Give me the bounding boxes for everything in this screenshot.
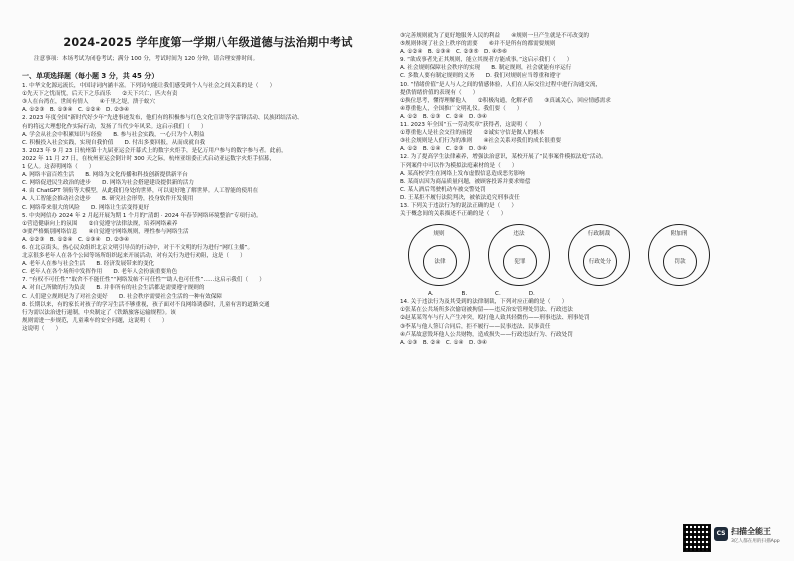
question-line: C. 积极投入社会实践，实现自我价值 D. 付出多要回报，从而成就自我 (22, 139, 206, 146)
question-line: 6. 在北京街头，热心民众组织北京文明引导员的行动中，对于不文明的行为进行“网红主播”。 (22, 244, 254, 251)
question-line: A. ①③ B. ②④ C. ①④ D. ③④ (400, 339, 487, 346)
question-line: 3. 2023 年 9 月 23 日杭州第十九届亚运会开幕式上的数字火炬手，是亿万用户参与的数字参与者。此前， (22, 147, 287, 154)
question-line: ②赵某某驾车与行人产生冲突，殴打他人致其轻微伤——刑事违法、刑事处罚 (400, 315, 590, 322)
question-line: 2022 年 11 月 27 日，在杭州亚运会倒计时 300 天之际，杭州亚组委正式启动亚运数字火炬手招募， (22, 155, 275, 162)
concept-diagram (408, 224, 470, 286)
question-line: ①营造健康向上的氛围 ②自觉遵守法律法规，培养网络素养 (22, 220, 178, 227)
question-line: 1. 中华文化源远流长，中国诗词内涵丰富。下列诗句能让我们感受到个人与社会之间关系的是（ ） (22, 83, 276, 90)
question-line: 5. 中央网信办 2024 年 2 月起开展为期 1 个月的“清朗 · 2024 年春节网络环境整治”专项行动。 (22, 212, 262, 219)
question-line: 2. 2023 年度全国“新时代好少年”先进事迹发布，他们有的积极参与红色文化宣讲等学雷锋活动、民族团结活动、 (22, 115, 303, 122)
concept-diagrams (408, 224, 776, 286)
question-line: D. 王某拒不履行法院判决，被依法追究刑事责任 (400, 194, 520, 201)
question-line: A. 对自己所做的行为负责 B. 并非所有的社会生活都是需要遵守规则的 (22, 285, 205, 292)
question-line: 4. 由 ChatGPT 领衔等大模型，从此我们身处的世界，可以更好地了解世界。人工智能的使用在 (22, 188, 259, 195)
question-line: 12. 为了提高学生法律素养，增强法治意识，某校开展了“民事案件模拟法庭”活动。 (400, 154, 607, 161)
left-column (22, 70, 394, 333)
question-line: ③人在台湾在，世间有情人 ④千里之堤，溃于蚁穴 (22, 99, 156, 106)
question-line: 关于概念间的关系描述不正确的是（ ） (400, 211, 507, 218)
question-line: ⑤规则体现了社会上秩序的需要 ⑥并不是所有的都需要规则 (400, 41, 556, 48)
question-line: ①换位思考，懂得理解他人 ②积极沟通，化解矛盾 ③真诚关心，回应情感需求 (400, 97, 611, 104)
concept-diagram (568, 224, 630, 286)
question-line: C. 网络促进民生政治的进步 D. 网络为社会搭建建设提供新的活力 (22, 180, 194, 187)
question-line: 11. 2023 年全国“五一劳动奖章”获得者，这说明（ ） (400, 122, 545, 129)
question-line: A. ①②④ B. ①③④ C. ②③⑤ D. ④⑤⑥ (400, 49, 507, 56)
question-line: C. 多数人要有制定规则的义务 D. 我们对规则应当尊重和遵守 (400, 73, 561, 80)
question-line: 行为需以法治进行遏制，中央制定了《铁路旅客运输规程》。该 (22, 309, 176, 316)
question-line: A. 网络丰富百姓生活 B. 网络为文化传播和科技创新提供新平台 (22, 172, 188, 179)
question-line: ③李某与他人签订合同后，拒不履行——民事违法、民事责任 (400, 323, 551, 330)
concept-diagram (648, 224, 710, 286)
section-heading: 一、单项选择题（每小题 3 分，共 45 分） (22, 72, 159, 80)
diagram-outer-label: 附加刑 (670, 231, 688, 238)
question-block-right (400, 32, 776, 218)
question-line: A. 学会从社会中积累知识与经验 B. 参与社会实践，一心只为个人利益 (22, 131, 205, 138)
question-line: 这说明（ ） (22, 325, 62, 332)
question-line: C. 老年人在各个场所中发挥作用 D. 老年人会扮演重要角色 (22, 269, 178, 276)
question-line: 规则需进一步规范，儿童乘车的安全问题，这说明（ ） (22, 317, 168, 324)
question-line: A. ①②③ B. ①③④ C. ①②④ D. ②③④ (22, 107, 129, 114)
question-line: 提供情绪价值的表现有（ ） (400, 89, 479, 96)
camscanner-logo-icon: CS (714, 527, 728, 541)
question-line: ③要严格甄别网络信息 ④自觉遵守网络规则，理性参与网络生活 (22, 228, 189, 235)
question-line: A. ①②③ B. ①②④ C. ①③④ D. ②③④ (22, 236, 129, 243)
question-line: 14. 关于违法行为及其受到的法律制裁，下列对应正确的是（ ） (400, 299, 568, 306)
question-line: 8. 长期以来，有的家长对孩子的学习生活不够重视，孩子面对不良网络诱惑时，儿童有害的道路交通 (22, 301, 270, 308)
question-line: A. 人工智能会推动社会进步 B. 研究社会形势，投身软件开发使用 (22, 196, 194, 203)
question-line: ①张某在公共场所多次偷窃被拘留——违反治安管理处罚法、行政违法 (400, 307, 573, 314)
question-block-right-2 (400, 298, 776, 347)
diagram-options: A. B. C. D. (428, 291, 535, 298)
question-line: ①先天下之忧而忧，后天下之乐而乐 ②天下兴亡，匹夫有责 (22, 91, 178, 98)
question-line: C. 某人酒后驾驶机动车被交警处罚 (400, 186, 486, 193)
question-line: ④尊重他人，全国推广文明礼仪。我们要（ ） (400, 105, 523, 112)
question-line: 1 亿人。这表明网络（ ） (22, 164, 95, 171)
diagram-inner-label: 行政处分 (583, 245, 617, 279)
question-line: ③完善规则就为了更好地服务人民的利益 ④规则一旦产生就是不可改变的 (400, 33, 590, 39)
question-line: 下列案件中可以作为模拟法庭素材的是（ ） (400, 162, 518, 169)
question-line: 有的将远大理想化作实际行动，发扬了当代少年风采。这启示我们（ ） (22, 123, 207, 130)
question-line: ③社会规则是人们行为的准则 ④社会关系对我们的成长很重要 (400, 138, 562, 145)
diagram-inner-label: 罚款 (663, 245, 697, 279)
diagram-inner-label: 犯罪 (503, 245, 537, 279)
question-line: 13. 下列关于违法行为的说法正确的是（ ） (400, 202, 517, 209)
qr-code-icon (683, 524, 711, 552)
question-line: 10. “情绪价值”是人与人之间的情感体验，人们在人际交往过程中进行沟通交流， (400, 81, 602, 88)
question-line: A. 某高校学生在网络上发布虚假信息造成恶劣影响 (400, 170, 525, 177)
question-line: ④卢某故意毁坏他人公共财物，造成损失——行政违法行为、行政处罚 (400, 331, 573, 338)
question-line: 7. “有权不可任性”“取舍不不能任性”“网络发帖不可任性”“助人也可任性”……这启示我们（ ） (22, 277, 265, 284)
question-line: A. 社会规则保障社会秩序的实现 B. 制定规则，社会就能有序运行 (400, 65, 572, 72)
exam-notice: 注意事项：本场考试为闭卷考试；满分 100 分，考试时间为 120 分钟，请合理安排时间。 (34, 56, 259, 62)
question-line: C. 人们建立规则是为了对社会更好 D. 社会秩序需要社会生活的一种有效保障 (22, 293, 222, 300)
diagram-outer-label: 规则 (433, 231, 445, 238)
question-line: B. 某商店因为商品质量问题，被顾客投诉并要求赔偿 (400, 178, 531, 185)
scanner-tagline: 3亿人都在用的扫描App (731, 539, 780, 544)
diagram-outer-label: 违法 (513, 231, 525, 238)
scanner-brand: 扫描全能王 (731, 527, 771, 536)
question-line: A. ①② B. ①④ C. ②③ D. ③④ (400, 146, 487, 153)
question-line: 9. “欲成事者先正其规则，能立其规者方能成事。”这启示我们（ ） (400, 57, 573, 64)
diagram-outer-label: 行政制裁 (587, 231, 611, 238)
question-line: ①尊重他人是社会交往的前提 ②诚实守信是做人的根本 (400, 130, 545, 137)
right-column (400, 32, 776, 347)
question-block-left (22, 82, 394, 333)
question-line: 北京很多老年人在各个公园等场所组织起来开展活动，对有关行为进行劝阻，这是（ ） (22, 253, 246, 260)
question-line: C. 网络带来很大的风险 D. 网络让生活变得更好 (22, 204, 150, 211)
concept-diagram (488, 224, 550, 286)
exam-title: 2024-2025 学年度第一学期八年级道德与法治期中考试 (63, 36, 353, 49)
question-line: A. ①② B. ①③ C. ②④ D. ③④ (400, 113, 487, 120)
question-line: A. 老年人在参与社会生活 B. 经济发展带来的变化 (22, 261, 155, 268)
diagram-inner-label: 法律 (423, 245, 457, 279)
